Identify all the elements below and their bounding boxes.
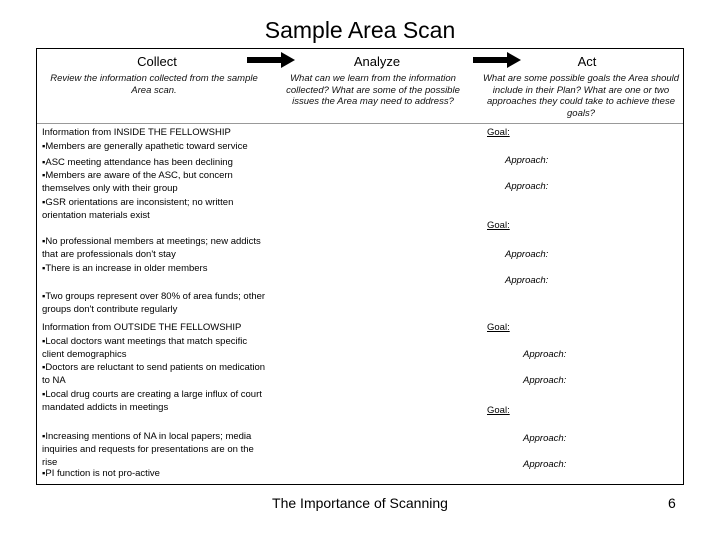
act-description: What are some possible goals the Area should include in their Plan? What are one or two approaches they could take to achieve these goals?: [482, 73, 680, 119]
approach-label: Approach:: [523, 375, 567, 386]
collect-description: Review the information collected from the sample Area scan.: [50, 73, 258, 96]
table-header-row: [37, 49, 683, 124]
inside-item: ▪GSR orientations are inconsistent; no written orientation materials exist: [42, 197, 234, 221]
outside-item: ▪PI function is not pro-active: [42, 468, 160, 479]
approach-label: Approach:: [505, 249, 549, 260]
approach-label: Approach:: [523, 459, 567, 470]
goal-label: Goal:: [487, 405, 510, 416]
inside-heading: Information from INSIDE THE FELLOWSHIP: [42, 127, 231, 138]
outside-item: ▪Doctors are reluctant to send patients on medication to NA: [42, 362, 266, 386]
outside-heading: Information from OUTSIDE THE FELLOWSHIP: [42, 322, 242, 333]
inside-item: ▪ASC meeting attendance has been declining: [42, 157, 233, 168]
approach-label: Approach:: [523, 349, 567, 360]
inside-item: ▪Two groups represent over 80% of area funds; other groups don't contribute regularly: [42, 291, 266, 315]
goal-label: Goal:: [487, 322, 510, 333]
approach-label: Approach:: [505, 275, 549, 286]
inside-item: ▪Members are generally apathetic toward service: [42, 141, 248, 152]
approach-label: Approach:: [505, 181, 549, 192]
approach-label: Approach:: [505, 155, 549, 166]
inside-item: ▪There is an increase in older members: [42, 263, 208, 274]
approach-label: Approach:: [523, 433, 567, 444]
page-number: 6: [668, 495, 676, 511]
goal-label: Goal:: [487, 127, 510, 138]
footer-text: The Importance of Scanning: [272, 495, 448, 511]
analyze-description: What can we learn from the information collected? What are some of the possible issues the Area may need to address?: [286, 73, 460, 107]
scan-table: [36, 48, 684, 485]
outside-item: ▪Increasing mentions of NA in local papers; media inquiries and requests for presentations are on the rise: [42, 431, 254, 468]
outside-item: ▪Local doctors want meetings that match specific client demographics: [42, 336, 248, 360]
inside-item: ▪No professional members at meetings; new addicts that are professionals don't stay: [42, 236, 261, 260]
inside-item: ▪Members are aware of the ASC, but concern themselves only with their group: [42, 170, 233, 194]
collect-heading: Collect: [137, 54, 177, 69]
outside-item: ▪Local drug courts are creating a large influx of court mandated addicts in meetings: [42, 389, 262, 413]
arrow-right-icon: [247, 52, 295, 68]
goal-label: Goal:: [487, 220, 510, 231]
analyze-heading: Analyze: [353, 54, 401, 69]
arrow-right-icon: [473, 52, 521, 68]
act-heading: Act: [577, 54, 597, 69]
page-title: Sample Area Scan: [264, 17, 456, 43]
